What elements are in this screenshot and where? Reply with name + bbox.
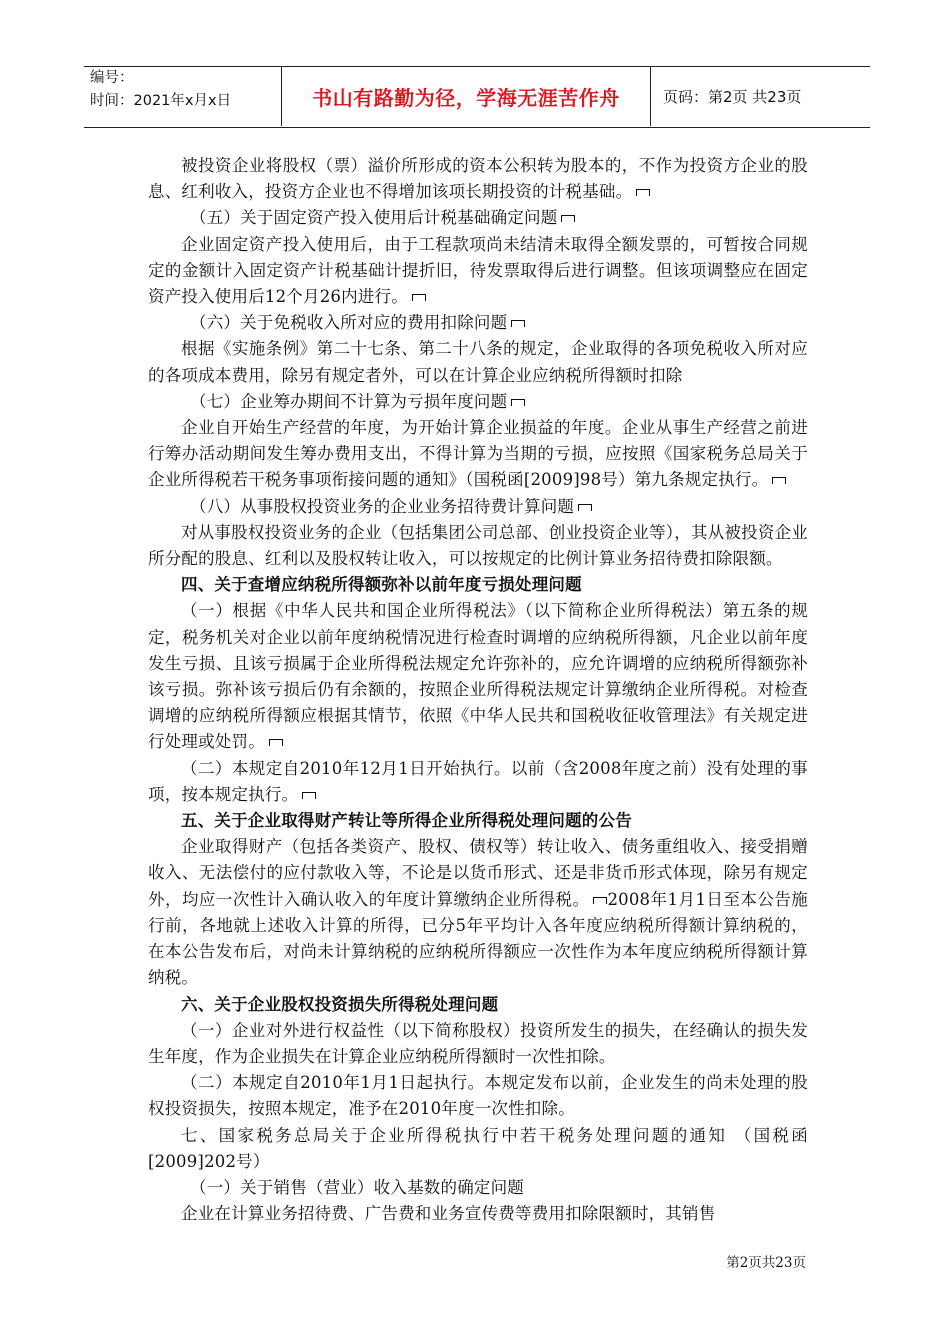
paragraph: （二）本规定自2010年12月1日开始执行。以前（含2008年度之前）没有处理的事项，按本规定执行。 [148,758,808,804]
paragraph: 对从事股权投资业务的企业（包括集团公司总部、创业投资企业等），其从被投资企业所分配的股息、红利以及股权转让收入，可以按规定的比例计算业务招待费扣除限额。 [148,522,808,569]
paragraph-mark-icon [578,504,592,511]
section-subheading: （一）关于销售（营业）收入基数的确定问题 [190,1177,524,1197]
paragraph-mark-icon [511,399,525,406]
paragraph: 企业自开始生产经营的年度，为开始计算企业损益的年度。企业从事生产经营之前进行筹办活动期间发生筹办费用支出，不得计算为当期的亏损，应按照《国家税务总局关于企业所得税若干税务事项衔接问题的通知》（国税函[2009]98号）第九条规定执行。 [148,418,808,490]
section-subheading: （八）从事股权投资业务的企业业务招待费计算问题 [148,494,808,520]
paragraph: （二）本规定自2010年1月1日起执行。本规定发布以前，企业发生的尚未处理的股权投资损失，按照本规定，准予在2010年度一次性扣除。 [148,1073,808,1119]
paragraph-mark-icon [593,897,607,904]
paragraph-mark-icon [412,294,426,301]
page-header [84,66,870,128]
document-body [148,153,808,1227]
section-subheading: （五）关于固定资产投入使用后计税基础确定问题 [148,205,808,231]
paragraph-mark-icon [511,320,525,327]
header-page-code: 页码：第2页 共23页 [663,88,802,106]
paragraph-mark-icon [772,477,786,484]
number-label: 编号： [90,70,134,86]
section-subheading: （七）企业筹办期间不计算为亏损年度问题 [148,389,808,415]
paragraph-mark-icon [636,189,650,196]
paragraph: （一）企业对外进行权益性（以下简称股权）投资所发生的损失，在经确认的损失发生年度，作为企业损失在计算企业应纳税所得额时一次性扣除。 [148,1020,808,1066]
section-heading: 五、关于企业取得财产转让等所得企业所得税处理问题的公告 [181,811,632,831]
section-heading: 六、关于企业股权投资损失所得税处理问题 [181,994,499,1014]
paragraph: 被投资企业将股权（票）溢价所形成的资本公积转为股本的，不作为投资方企业的股息、红利收入，投资方企业也不得增加该项长期投资的计税基础。 [148,156,808,202]
paragraph-mark-icon [302,792,316,799]
paragraph: 企业取得财产（包括各类资产、股权、债权等）转让收入、债务重组收入、接受捐赠收入、无法偿付的应付款收入等，不论是以货币形式、还是非货币形式体现，除另有规定外，均应一次性计入确认收入的年度计算缴纳企业所得税。 2008年1月1日至本公告施行前，各地就上述收入计算的所得，已分5年平均计入各年度应纳税所得额计算纳税的，在本公告发布后，对尚未计算纳税的应纳税所得额应一次性作为本年度应纳税所得额计算纳税。 [148,837,809,988]
paragraph: 企业固定资产投入使用后，由于工程款项尚未结清未取得全额发票的，可暂按合同规定的金额计入固定资产计税基础计提折旧，待发票取得后进行调整。但该项调整应在固定资产投入使用后12个月26内进行。 [148,234,808,307]
date-line: 时间：2021年x月x日 [90,93,232,109]
section-subheading: （六）关于免税收入所对应的费用扣除问题 [148,310,808,336]
paragraph-mark-icon [561,215,575,222]
section-heading-plain: 七、国家税务总局关于企业所得税执行中若干税务处理问题的通知 （国税函[2009]202号） [148,1125,808,1171]
page-footer: 第2页共23页 [726,1255,806,1271]
paragraph: 根据《实施条例》第二十七条、第二十八条的规定，企业取得的各项免税收入所对应的各项成本费用，除另有规定者外，可以在计算企业应纳税所得额时扣除 [148,339,808,385]
header-motto: 书山有路勤为径，学海无涯苦作舟 [282,67,651,126]
header-meta [84,67,282,126]
paragraph-mark-icon [269,739,283,746]
paragraph: （一）根据《中华人民共和国企业所得税法》（以下简称企业所得税法）第五条的规定，税务机关对企业以前年度纳税情况进行检查时调增的应纳税所得额，凡企业以前年度发生亏损、且该亏损属于企业所得税法规定允许弥补的，应允许调增的应纳税所得额弥补该亏损。弥补该亏损后仍有余额的，按照企业所得税法规定计算缴纳企业所得税。对检查调增的应纳税所得额应根据其情节，依照《中华人民共和国税收征收管理法》有关规定进行处理或处罚。 [148,601,808,752]
section-heading: 四、关于查增应纳税所得额弥补以前年度亏损处理问题 [181,575,582,595]
paragraph: 企业在计算业务招待费、广告费和业务宣传费等费用扣除限额时，其销售 [181,1204,716,1224]
